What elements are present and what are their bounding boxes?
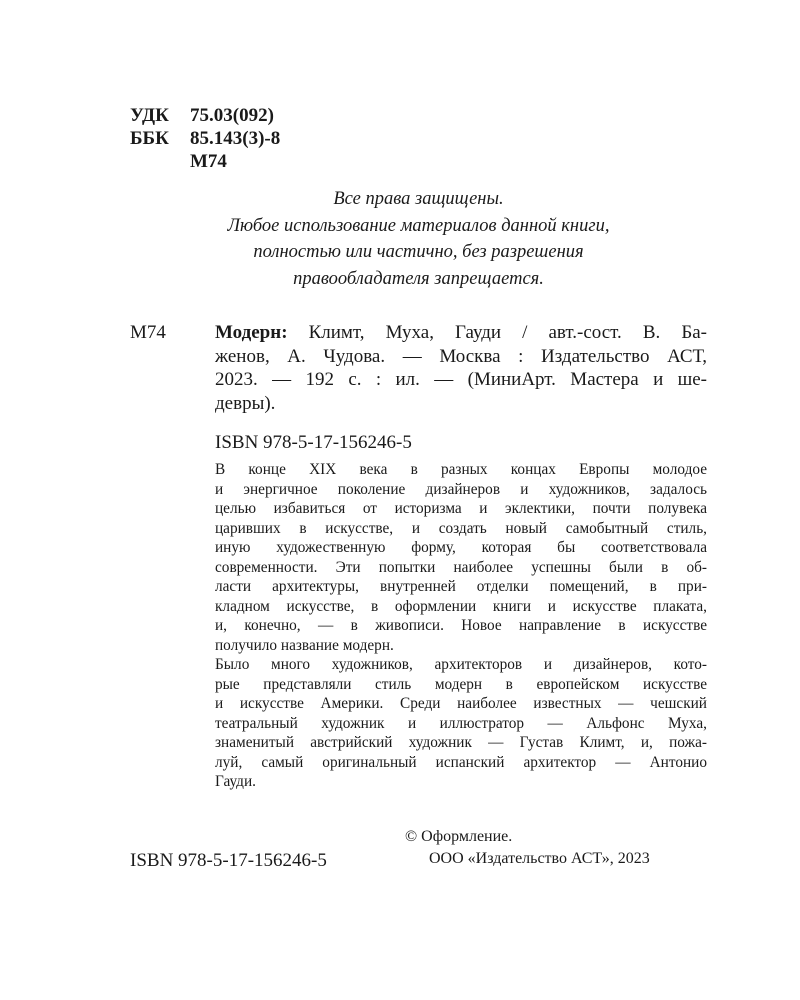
annotation-line: Было много художников, архитекторов и дизайнеров, кото-	[215, 656, 707, 673]
annotation-line: иную художественную форму, которая бы соответствовала	[215, 539, 707, 556]
udk-value: 75.03(092)	[190, 105, 274, 126]
udk-label: УДК	[130, 105, 169, 126]
annotation-line: кладном искусстве, в оформлении книги и искусстве плаката,	[215, 597, 707, 615]
bibliographic-record	[215, 321, 707, 415]
isbn-main: ISBN 978-5-17-156246-5	[215, 432, 412, 453]
annotation-line: луй, самый оригинальный испанский архитектор — Антонио	[215, 753, 707, 771]
bbk-row	[130, 127, 280, 150]
copyright-line-1: © Оформление.	[405, 828, 513, 845]
annotation-line: и, конечно, — в живописи. Новое направление в искусстве	[215, 617, 707, 634]
bbk-label: ББК	[130, 128, 169, 149]
bbk-value: 85.143(3)-8	[190, 128, 281, 149]
classification-block	[130, 104, 280, 173]
annotation-line: царивших в искусстве, и создать новый самобытный стиль,	[215, 519, 707, 537]
annotation-line: В конце XIX века в разных концах Европы молодое	[215, 461, 707, 478]
annotation-line: театральный художник и иллюстратор — Альфонс Муха,	[215, 714, 707, 732]
annotation-line: и энергичное поколение дизайнеров и художников, задалось	[215, 480, 707, 498]
annotation-line: и искусстве Америки. Среди наиболее известных — чешский	[215, 695, 707, 712]
annotation-line: Гауди.	[215, 773, 256, 790]
rights-line: Любое использование материалов данной книги,	[227, 215, 610, 236]
catalog-code: М74	[130, 322, 166, 343]
copyright-line-2: ООО «Издательство АСТ», 2023	[429, 850, 650, 867]
biblio-text: Климт, Муха, Гауди / авт.-сост. В. Ба-	[287, 322, 707, 343]
rights-line: полностью или частично, без разрешения	[253, 242, 584, 262]
rights-notice	[130, 186, 707, 292]
isbn-footer: ISBN 978-5-17-156246-5	[130, 850, 327, 871]
annotation-line: получило название модерн.	[215, 636, 394, 654]
rights-line: правообладателя запрещается.	[293, 268, 544, 289]
author-mark-row	[130, 150, 280, 173]
biblio-line: девры).	[215, 392, 276, 414]
annotation-line: современности. Эти попытки наиболее успешны были в об-	[215, 558, 707, 576]
copyright-block	[405, 826, 650, 870]
annotation	[215, 460, 707, 792]
udk-row	[130, 104, 280, 127]
book-title: Модерн:	[215, 322, 288, 343]
annotation-line: ласти архитектуры, внутренней отделки помещений, в при-	[215, 578, 707, 595]
annotation-line: знаменитый австрийский художник — Густав Климт, и, пожа-	[215, 734, 707, 751]
annotation-line: рые представляли стиль модерн в европейском искусстве	[215, 675, 707, 693]
biblio-line	[215, 321, 707, 345]
rights-line: Все права защищены.	[333, 189, 504, 209]
annotation-line: целью избавиться от историзма и эклектики, почти полувека	[215, 500, 707, 517]
biblio-line: 2023. — 192 с. : ил. — (МиниАрт. Мастера и ше-	[215, 369, 707, 390]
author-mark: М74	[190, 151, 227, 172]
biblio-line: женов, А. Чудова. — Москва : Издательство АСТ,	[215, 345, 707, 367]
